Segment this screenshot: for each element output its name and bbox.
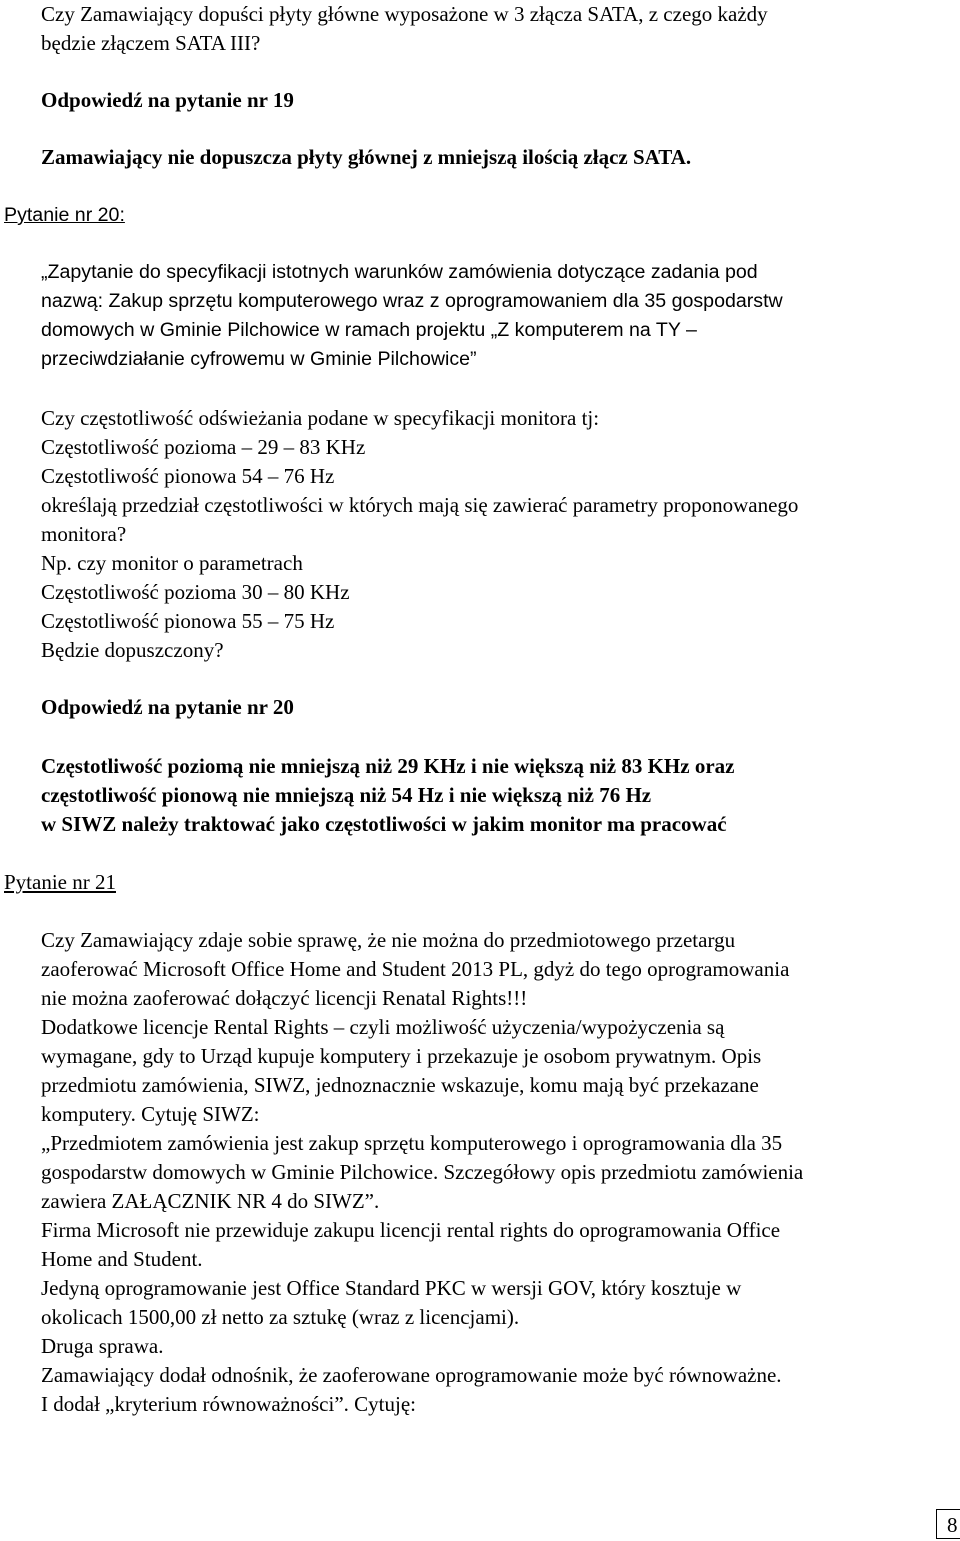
text-line: gospodarstw domowych w Gminie Pilchowice. Szczegółowy opis przedmiotu zamówienia — [41, 1160, 804, 1184]
text-line: domowych w Gminie Pilchowice w ramach projektu „Z komputerem na TY – — [41, 319, 697, 341]
text-line: określają przedział częstotliwości w których mają się zawierać parametry proponowanego — [41, 493, 799, 517]
text-line: Dodatkowe licencje Rental Rights – czyli możliwość użyczenia/wypożyczenia są — [41, 1015, 725, 1039]
text-line: wymagane, gdy to Urząd kupuje komputery i przekazuje je osobom prywatnym. Opis — [41, 1044, 762, 1068]
text-line: Częstotliwość pionowa 54 – 76 Hz — [41, 464, 335, 488]
page-number: 8 — [936, 1509, 960, 1539]
text-line: Odpowiedź na pytanie nr 20 — [41, 695, 294, 719]
text-line: Czy Zamawiający zdaje sobie sprawę, że nie można do przedmiotowego przetargu — [41, 928, 736, 952]
text-line: Druga sprawa. — [41, 1334, 164, 1358]
text-line: Będzie dopuszczony? — [41, 638, 224, 662]
text-line: Pytanie nr 20: — [4, 204, 125, 226]
text-line: komputery. Cytuję SIWZ: — [41, 1102, 260, 1126]
text-line: w SIWZ należy traktować jako częstotliwości w jakim monitor ma pracować — [41, 812, 727, 836]
text-line: monitora? — [41, 522, 127, 546]
text-line: I dodał „kryterium równoważności”. Cytuję: — [41, 1392, 416, 1416]
text-line: „Przedmiotem zamówienia jest zakup sprzętu komputerowego i oprogramowania dla 35 — [41, 1131, 783, 1155]
text-line: Częstotliwość pozioma – 29 – 83 KHz — [41, 435, 366, 459]
text-line: będzie złączem SATA III? — [41, 31, 261, 55]
text-line: przedmiotu zamówienia, SIWZ, jednoznacznie wskazuje, komu mają być przekazane — [41, 1073, 759, 1097]
text-line: Firma Microsoft nie przewiduje zakupu licencji rental rights do oprogramowania Office — [41, 1218, 781, 1242]
text-line: Czy Zamawiający dopuści płyty główne wyposażone w 3 złącza SATA, z czego każdy — [41, 2, 768, 26]
text-line: nie można zaoferować dołączyć licencji Renatal Rights!!! — [41, 986, 528, 1010]
text-line: Częstotliwość pozioma 30 – 80 KHz — [41, 580, 350, 604]
text-line: częstotliwość pionową nie mniejszą niż 54 Hz i nie większą niż 76 Hz — [41, 783, 652, 807]
text-line: nazwą: Zakup sprzętu komputerowego wraz z oprogramowaniem dla 35 gospodarstw — [41, 290, 783, 312]
text-line: Częstotliwość pionowa 55 – 75 Hz — [41, 609, 335, 633]
text-line: Odpowiedź na pytanie nr 19 — [41, 88, 294, 112]
text-line: Zamawiający dodał odnośnik, że zaoferowane oprogramowanie może być równoważne. — [41, 1363, 782, 1387]
text-line: Czy częstotliwość odświeżania podane w specyfikacji monitora tj: — [41, 406, 600, 430]
text-line: zawiera ZAŁĄCZNIK NR 4 do SIWZ”. — [41, 1189, 380, 1213]
text-line: przeciwdziałanie cyfrowemu w Gminie Pilchowice” — [41, 348, 477, 370]
text-line: okolicach 1500,00 zł netto za sztukę (wraz z licencjami). — [41, 1305, 520, 1329]
text-line: Jedyną oprogramowanie jest Office Standard PKC w wersji GOV, który kosztuje w — [41, 1276, 742, 1300]
text-line: Home and Student. — [41, 1247, 203, 1271]
text-line: zaoferować Microsoft Office Home and Student 2013 PL, gdyż do tego oprogramowania — [41, 957, 790, 981]
text-line: Zamawiający nie dopuszcza płyty głównej z mniejszą ilością złącz SATA. — [41, 145, 692, 169]
text-line: Pytanie nr 21 — [4, 870, 116, 894]
text-line: Np. czy monitor o parametrach — [41, 551, 303, 575]
text-line: „Zapytanie do specyfikacji istotnych warunków zamówienia dotyczące zadania pod — [41, 261, 758, 283]
text-line: Częstotliwość poziomą nie mniejszą niż 29 KHz i nie większą niż 83 KHz oraz — [41, 754, 735, 778]
